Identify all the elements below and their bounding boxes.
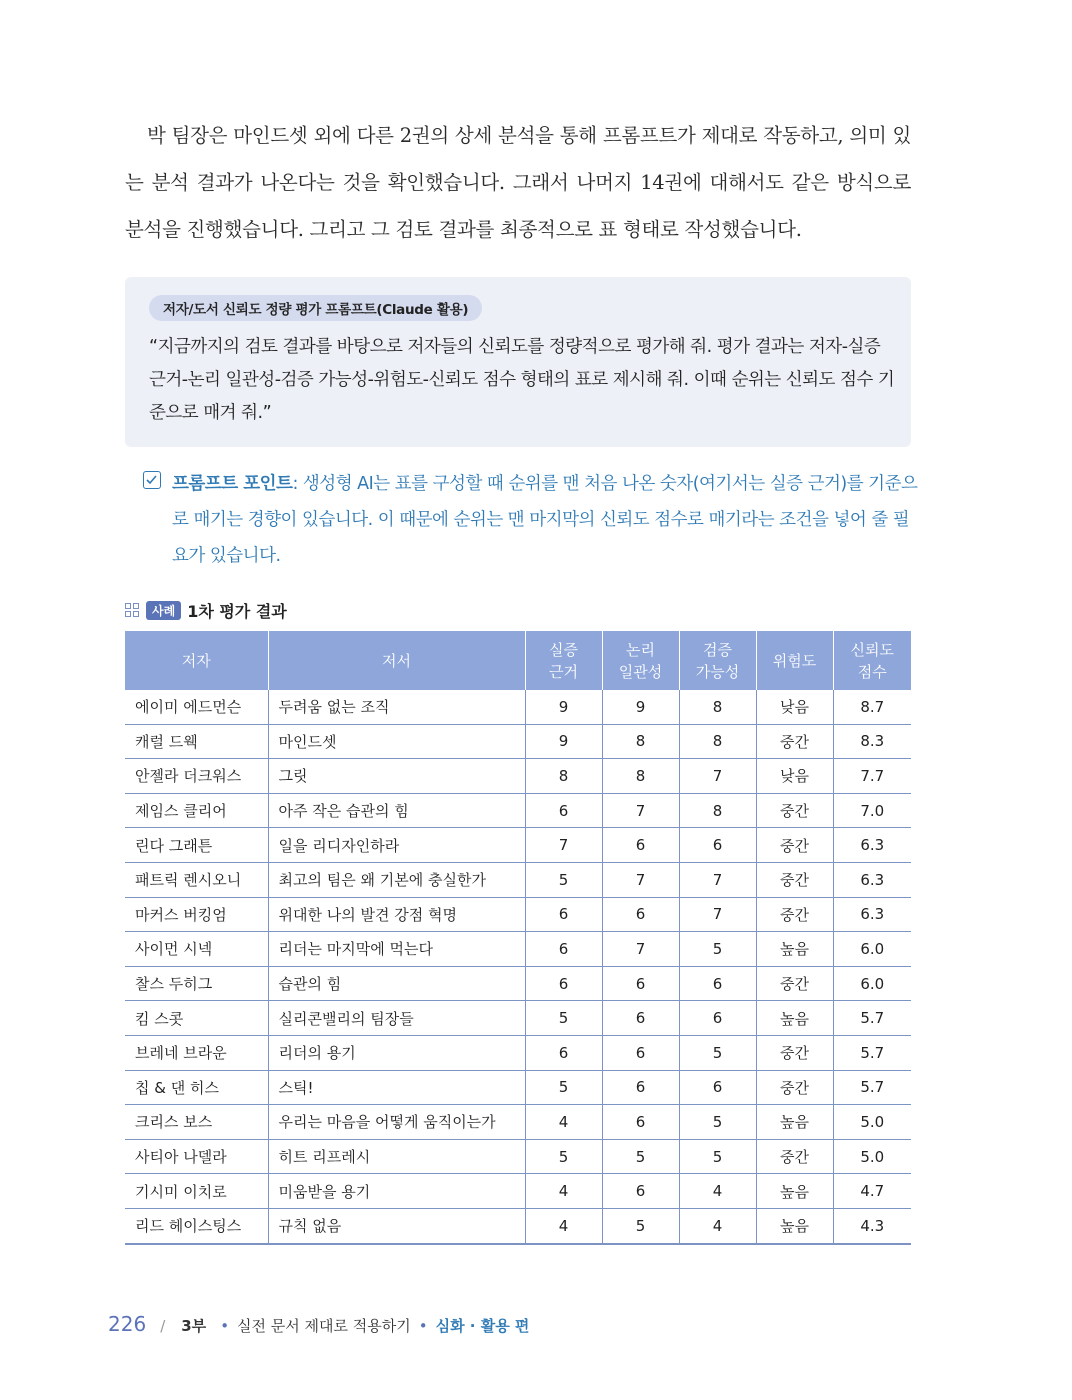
cell-author: 리드 헤이스팅스 [125,1208,268,1243]
table-row [125,1105,911,1140]
footer-part: 3부 [181,1317,207,1335]
cell-score: 7.7 [833,759,911,794]
table-row [125,862,911,897]
cell-author: 마커스 버킹엄 [125,897,268,932]
cell-score: 6.3 [833,897,911,932]
cell-logic: 6 [602,828,679,863]
cell-evidence: 6 [525,897,602,932]
table-row [125,793,911,828]
footer-bullet-2: • [418,1317,428,1335]
prompt-tag: 저자/도서 신뢰도 정량 평가 프롬프트(Claude 활용) [149,295,482,321]
cell-risk: 높음 [756,1001,833,1036]
cell-logic: 6 [602,1174,679,1209]
cell-author: 킴 스콧 [125,1001,268,1036]
table-row [125,966,911,1001]
cell-verify: 6 [679,1001,756,1036]
checkbox-icon [143,471,161,489]
cell-evidence: 5 [525,1070,602,1105]
cell-logic: 6 [602,897,679,932]
cell-risk: 낮음 [756,690,833,724]
intro-paragraph: 박 팀장은 마인드셋 외에 다른 2권의 상세 분석을 통해 프롬프트가 제대로 작동하고, 의미 있는 분석 결과가 나온다는 것을 확인했습니다. 그래서 나머지 14권에 대해서도 같은 방식으로 분석을 진행했습니다. 그리고 그 검토 결과를 최종적으로 표 형태로 작성했습니다. [125,124,911,241]
col-book: 저서 [268,631,525,690]
cell-verify: 5 [679,932,756,967]
cell-risk: 중간 [756,793,833,828]
cell-book: 아주 작은 습관의 힘 [268,793,525,828]
point-text [172,466,918,574]
cell-score: 4.3 [833,1208,911,1243]
cell-score: 5.7 [833,1035,911,1070]
cell-risk: 높음 [756,1105,833,1140]
cell-verify: 4 [679,1174,756,1209]
cell-risk: 낮음 [756,759,833,794]
cell-score: 5.0 [833,1139,911,1174]
cell-verify: 5 [679,1105,756,1140]
table-row [125,1174,911,1209]
prompt-point [143,466,918,574]
cell-verify: 6 [679,828,756,863]
col-logic: 논리 일관성 [602,631,679,690]
footer-separator: / [160,1317,166,1335]
cell-logic: 6 [602,966,679,1001]
table-row [125,1035,911,1070]
cell-risk: 높음 [756,1174,833,1209]
cell-score: 8.3 [833,724,911,759]
table-row [125,1001,911,1036]
cell-author: 제임스 클리어 [125,793,268,828]
cell-author: 크리스 보스 [125,1105,268,1140]
cell-evidence: 8 [525,759,602,794]
case-badge: 사례 [146,601,181,620]
cell-evidence: 6 [525,793,602,828]
cell-logic: 7 [602,862,679,897]
cell-evidence: 5 [525,1001,602,1036]
cell-logic: 6 [602,1105,679,1140]
cell-risk: 중간 [756,897,833,932]
cell-book: 미움받을 용기 [268,1174,525,1209]
cell-risk: 중간 [756,862,833,897]
table-row [125,1208,911,1243]
cell-verify: 7 [679,862,756,897]
cell-evidence: 5 [525,1139,602,1174]
cell-book: 규칙 없음 [268,1208,525,1243]
cell-book: 일을 리디자인하라 [268,828,525,863]
cell-book: 우리는 마음을 어떻게 움직이는가 [268,1105,525,1140]
cell-risk: 중간 [756,1070,833,1105]
results-table [125,631,911,1245]
table-row [125,828,911,863]
footer-bullet-1: • [220,1317,230,1335]
col-evidence: 실증 근거 [525,631,602,690]
cell-book: 스틱! [268,1070,525,1105]
cell-logic: 8 [602,759,679,794]
cell-risk: 중간 [756,724,833,759]
case-heading [125,598,287,622]
cell-logic: 5 [602,1208,679,1243]
cell-author: 기시미 이치로 [125,1174,268,1209]
cell-author: 린다 그래튼 [125,828,268,863]
cell-score: 6.0 [833,932,911,967]
cell-score: 8.7 [833,690,911,724]
point-body: : 생성형 AI는 표를 구성할 때 순위를 맨 처음 나온 숫자(여기서는 실증 근거)를 기준으로 매기는 경향이 있습니다. 이 때문에 순위는 맨 마지막의 신뢰도 점수로 매기라는 조건을 넣어 줄 필요가 있습니다. [172,474,918,566]
cell-book: 히트 리프레시 [268,1139,525,1174]
cell-logic: 6 [602,1070,679,1105]
cell-book: 그릿 [268,759,525,794]
cell-evidence: 9 [525,724,602,759]
cell-score: 5.7 [833,1001,911,1036]
cell-author: 사티아 나델라 [125,1139,268,1174]
cell-risk: 중간 [756,1139,833,1174]
cell-risk: 중간 [756,1035,833,1070]
grid-icon [125,603,139,617]
cell-score: 5.0 [833,1105,911,1140]
cell-author: 에이미 에드먼슨 [125,690,268,724]
col-risk: 위험도 [756,631,833,690]
cell-verify: 8 [679,724,756,759]
cell-verify: 5 [679,1035,756,1070]
cell-score: 6.3 [833,862,911,897]
cell-author: 패트릭 렌시오니 [125,862,268,897]
table-row [125,897,911,932]
cell-verify: 8 [679,690,756,724]
prompt-text: “지금까지의 검토 결과를 바탕으로 저자들의 신뢰도를 정량적으로 평가해 줘. 평가 결과는 저자-실증 근거-논리 일관성-검증 가능성-위험도-신뢰도 점수 형태의 표로 제시해 줘. 이때 순위는 신뢰도 점수 기준으로 매겨 줘.” [149,337,895,423]
cell-book: 리더의 용기 [268,1035,525,1070]
point-lead: 프롬프트 포인트 [172,474,293,494]
col-verify: 검증 가능성 [679,631,756,690]
cell-logic: 6 [602,1001,679,1036]
cell-verify: 4 [679,1208,756,1243]
cell-author: 안젤라 더크워스 [125,759,268,794]
cell-book: 습관의 힘 [268,966,525,1001]
cell-risk: 중간 [756,828,833,863]
col-author: 저자 [125,631,268,690]
cell-evidence: 9 [525,690,602,724]
cell-verify: 8 [679,793,756,828]
cell-author: 캐럴 드웩 [125,724,268,759]
cell-score: 7.0 [833,793,911,828]
cell-verify: 6 [679,966,756,1001]
cell-author: 찰스 두히그 [125,966,268,1001]
cell-evidence: 4 [525,1208,602,1243]
table-row [125,690,911,724]
footer-part-title: 실전 문서 제대로 적용하기 [237,1317,411,1335]
cell-evidence: 6 [525,1035,602,1070]
cell-book: 실리콘밸리의 팀장들 [268,1001,525,1036]
cell-score: 6.0 [833,966,911,1001]
cell-book: 리더는 마지막에 먹는다 [268,932,525,967]
page-number: 226 [108,1312,147,1336]
cell-book: 마인드셋 [268,724,525,759]
cell-evidence: 6 [525,932,602,967]
cell-evidence: 5 [525,862,602,897]
cell-verify: 6 [679,1070,756,1105]
cell-verify: 7 [679,897,756,932]
table-row [125,1070,911,1105]
cell-book: 두려움 없는 조직 [268,690,525,724]
footer-edition: 심화 · 활용 편 [435,1317,530,1335]
cell-evidence: 4 [525,1105,602,1140]
cell-author: 칩 & 댄 히스 [125,1070,268,1105]
cell-verify: 5 [679,1139,756,1174]
cell-risk: 높음 [756,932,833,967]
cell-score: 5.7 [833,1070,911,1105]
cell-verify: 7 [679,759,756,794]
cell-score: 6.3 [833,828,911,863]
cell-risk: 중간 [756,966,833,1001]
col-score: 신뢰도 점수 [833,631,911,690]
table-row [125,759,911,794]
cell-logic: 7 [602,793,679,828]
cell-logic: 7 [602,932,679,967]
cell-book: 위대한 나의 발견 강점 혁명 [268,897,525,932]
cell-evidence: 7 [525,828,602,863]
page-footer [108,1312,529,1338]
cell-logic: 6 [602,1035,679,1070]
table-header-row [125,631,911,690]
cell-logic: 5 [602,1139,679,1174]
cell-logic: 8 [602,724,679,759]
cell-score: 4.7 [833,1174,911,1209]
prompt-box [125,277,911,447]
cell-evidence: 6 [525,966,602,1001]
cell-author: 사이먼 시넥 [125,932,268,967]
cell-risk: 높음 [756,1208,833,1243]
cell-book: 최고의 팀은 왜 기본에 충실한가 [268,862,525,897]
cell-author: 브레네 브라운 [125,1035,268,1070]
case-title: 1차 평가 결과 [187,601,287,621]
table-row [125,932,911,967]
cell-logic: 9 [602,690,679,724]
table-row [125,1139,911,1174]
table-row [125,724,911,759]
cell-evidence: 4 [525,1174,602,1209]
